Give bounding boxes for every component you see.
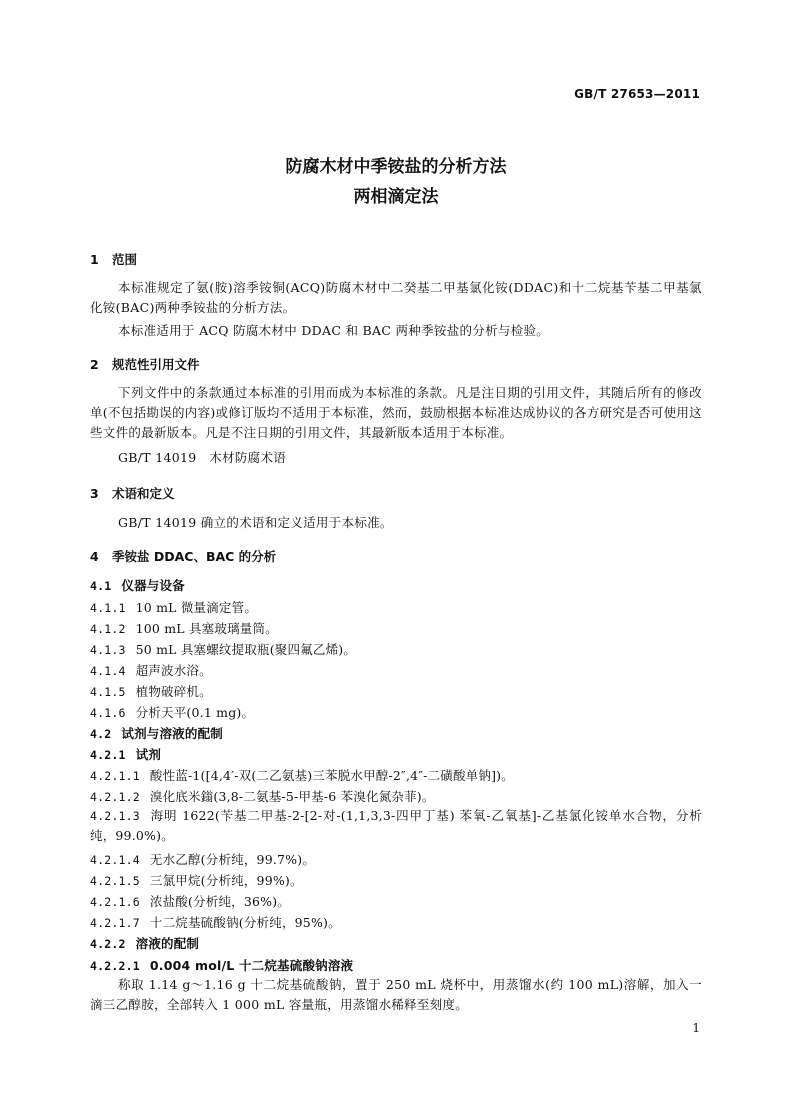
document-title: 防腐木材中季铵盐的分析方法 (285, 157, 507, 177)
clause-text: 酸性蓝-1([4,4′-双(二乙氨基)三苯脱水甲醇-2″,4″-二磺酸单钠])。 (149, 768, 514, 783)
clause-number: 4.2.1.2 (90, 790, 140, 804)
clause-text: 分析天平(0.1 mg)。 (135, 705, 255, 720)
subsection-4-2-1-heading (90, 745, 161, 763)
clause-number: 4.2.2.1 (90, 959, 140, 973)
list-item (90, 787, 435, 805)
section-3-heading (90, 484, 175, 502)
clause-title: 0.004 mol/L 十二烷基硫酸钠溶液 (149, 958, 354, 973)
subsection-4-1-heading (90, 576, 185, 594)
section-title: 术语和定义 (112, 486, 175, 501)
subsection-4-2-2-1-paragraph: 称取 1.14 g～1.16 g 十二烷基硫酸钠，置于 250 mL 烧杯中，用蒸馏水(约 100 mL)溶解，加入一滴三乙醇胺，全部转入 1 000 mL 容量瓶，用蒸馏水稀释至刻度。 (90, 977, 702, 1012)
section-number: 1 (90, 252, 99, 267)
clause-number: 4.2.1 (90, 748, 126, 762)
section-2-heading (90, 355, 200, 373)
section-1-paragraph-2: 本标准适用于 ACQ 防腐木材中 DDAC 和 BAC 两种季铵盐的分析与检验。 (118, 323, 550, 338)
clause-text: 浓盐酸(分析纯，36%)。 (149, 894, 291, 909)
section-1-paragraph-1: 本标准规定了氨(胺)溶季铵铜(ACQ)防腐木材中二癸基二甲基氯化铵(DDAC)和十二烷基苄基二甲基氯化铵(BAC)两种季铵盐的分析方法。 (90, 280, 702, 315)
clause-text: 植物破碎机。 (135, 684, 212, 699)
clause-number: 4.1.1 (90, 601, 126, 615)
list-item (90, 766, 514, 784)
clause-number: 4.2.1.5 (90, 874, 140, 888)
clause-title: 仪器与设备 (121, 578, 185, 593)
section-title: 规范性引用文件 (112, 357, 200, 372)
clause-number: 4.2.1.1 (90, 769, 140, 783)
clause-number: 4.1.5 (90, 685, 126, 699)
list-item (90, 661, 212, 679)
section-number: 3 (90, 486, 99, 501)
list-item (90, 598, 257, 616)
clause-title: 溶液的配制 (135, 936, 200, 951)
section-2-reference: GB/T 14019 木材防腐术语 (118, 450, 287, 465)
list-item (90, 640, 356, 658)
subsection-4-2-2-heading (90, 934, 199, 952)
clause-text: 无水乙醇(分析纯，99.7%)。 (149, 852, 316, 867)
clause-text: 溴化底米鎓(3,8-二氨基-5-甲基-6 苯溴化氮杂菲)。 (149, 789, 435, 804)
clause-text: 三氯甲烷(分析纯，99%)。 (149, 873, 303, 888)
section-1-heading (90, 250, 137, 268)
list-item (90, 619, 278, 637)
section-title: 范围 (112, 252, 138, 267)
clause-text: 海明 1622(苄基二甲基-2-[2-对-(1,1,3,3-四甲丁基) 苯氧-乙氧基]-乙基氯化铵单水合物，分析纯，99.0%)。 (90, 808, 702, 843)
clause-title: 试剂与溶液的配制 (121, 726, 223, 741)
section-4-heading (90, 547, 276, 565)
clause-number: 4.2 (90, 727, 112, 741)
clause-number: 4.2.1.7 (90, 916, 140, 930)
clause-number: 4.2.1.3 (90, 809, 140, 823)
list-item (90, 913, 341, 931)
section-3-paragraph-1: GB/T 14019 确立的术语和定义适用于本标准。 (118, 515, 393, 530)
list-item (90, 871, 303, 889)
clause-number: 4.2.1.4 (90, 853, 140, 867)
list-item (90, 892, 290, 910)
clause-text: 10 mL 微量滴定管。 (135, 600, 258, 615)
subsection-4-2-heading (90, 724, 223, 742)
list-item (90, 682, 212, 700)
clause-number: 4.1.6 (90, 706, 126, 720)
page-number: 1 (692, 1021, 700, 1035)
clause-number: 4.1.4 (90, 664, 126, 678)
standard-number: GB/T 27653—2011 (574, 87, 700, 101)
list-item (90, 703, 254, 721)
section-2-paragraph-1: 下列文件中的条款通过本标准的引用而成为本标准的条款。凡是注日期的引用文件，其随后所有的修改单(不包括勘误的内容)或修订版均不适用于本标准，然而，鼓励根据本标准达成协议的各方研究是否可使用这些文件的最新版本。凡是不注日期的引用文件，其最新版本适用于本标准。 (90, 385, 702, 440)
clause-number: 4.2.2 (90, 937, 126, 951)
clause-text: 十二烷基硫酸钠(分析纯，95%)。 (149, 915, 341, 930)
clause-text: 超声波水浴。 (135, 663, 212, 678)
list-item-wrapped (90, 806, 702, 846)
clause-number: 4.2.1.6 (90, 895, 140, 909)
clause-number: 4.1 (90, 579, 112, 593)
list-item (90, 850, 315, 868)
section-number: 4 (90, 549, 99, 564)
clause-text: 100 mL 具塞玻璃量筒。 (135, 621, 278, 636)
document-subtitle: 两相滴定法 (353, 187, 439, 207)
clause-text: 50 mL 具塞螺纹提取瓶(聚四氟乙烯)。 (135, 642, 357, 657)
section-number: 2 (90, 357, 99, 372)
clause-number: 4.1.3 (90, 643, 126, 657)
clause-number: 4.1.2 (90, 622, 126, 636)
subsection-4-2-2-1-heading (90, 956, 353, 974)
clause-title: 试剂 (135, 747, 162, 762)
section-title: 季铵盐 DDAC、BAC 的分析 (112, 549, 277, 564)
